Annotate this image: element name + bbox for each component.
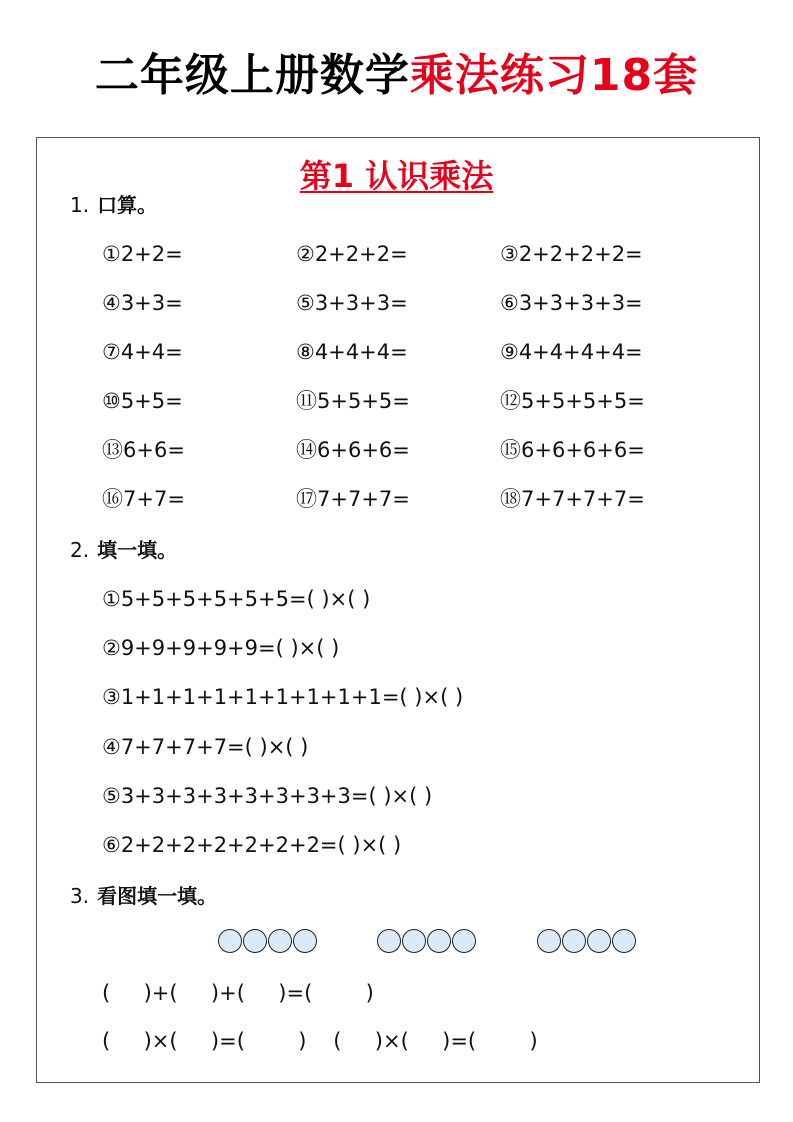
- section-1-number: 1.: [70, 193, 90, 217]
- circle-icon: [612, 929, 636, 953]
- mental-math-problem: ⑤3+3+3=: [296, 291, 408, 315]
- mental-math-problem: ⑯7+7=: [102, 487, 185, 511]
- circle-icon: [402, 929, 426, 953]
- section-3-number: 3.: [70, 884, 90, 908]
- fill-item: ④7+7+7+7=( )×( ): [102, 735, 309, 759]
- lesson-title-text: 第1 认识乘法: [299, 157, 494, 195]
- circle-group: [537, 929, 637, 957]
- mental-math-problem: ②2+2+2=: [296, 242, 408, 266]
- mental-math-problem: ⑥3+3+3+3=: [500, 291, 643, 315]
- mental-math-problem: ④3+3=: [102, 291, 183, 315]
- circle-group: [377, 929, 477, 957]
- circle-icon: [377, 929, 401, 953]
- page-title-highlight: 乘法练习18套: [409, 50, 699, 101]
- mental-math-problem: ⑧4+4+4=: [296, 340, 408, 364]
- mental-math-problem: ⑭6+6+6=: [296, 438, 410, 462]
- circle-icon: [587, 929, 611, 953]
- section-3-heading: [70, 882, 217, 910]
- section-2-label: 填一填。: [97, 538, 178, 562]
- page-title: [0, 44, 793, 108]
- mental-math-problem: ⑦4+4=: [102, 340, 183, 364]
- fill-item: ③1+1+1+1+1+1+1+1+1=( )×( ): [102, 685, 464, 709]
- mental-math-problem: ③2+2+2+2=: [500, 242, 643, 266]
- fill-item: ①5+5+5+5+5+5=( )×( ): [102, 587, 371, 611]
- circle-icon: [427, 929, 451, 953]
- mental-math-problem: ①2+2=: [102, 242, 183, 266]
- fill-item: ⑥2+2+2+2+2+2+2=( )×( ): [102, 833, 402, 857]
- section-1-heading: [70, 191, 157, 219]
- mental-math-problem: ⑫5+5+5+5=: [500, 389, 645, 413]
- mental-math-problem: ⑱7+7+7+7=: [500, 487, 645, 511]
- circle-icon: [268, 929, 292, 953]
- circle-icon: [562, 929, 586, 953]
- circle-icon: [537, 929, 561, 953]
- page-title-main: 二年级上册数学: [94, 50, 410, 101]
- circle-icon: [243, 929, 267, 953]
- section-1-label: 口算。: [97, 193, 158, 217]
- circle-group: [218, 929, 318, 957]
- fill-item: ②9+9+9+9+9=( )×( ): [102, 636, 340, 660]
- section-3-label: 看图填一填。: [97, 884, 218, 908]
- picture-multiplication-blanks: ( )×( )=( ) ( )×( )=( ): [102, 1029, 538, 1053]
- section-2-number: 2.: [70, 538, 90, 562]
- mental-math-problem: ⑰7+7+7=: [296, 487, 410, 511]
- circle-icon: [218, 929, 242, 953]
- fill-item: ⑤3+3+3+3+3+3+3+3=( )×( ): [102, 784, 433, 808]
- mental-math-problem: ⑮6+6+6+6=: [500, 438, 645, 462]
- section-2-heading: [70, 536, 177, 564]
- circle-icon: [293, 929, 317, 953]
- mental-math-problem: ⑨4+4+4+4=: [500, 340, 643, 364]
- circle-icon: [452, 929, 476, 953]
- mental-math-problem: ⑩5+5=: [102, 389, 183, 413]
- mental-math-problem: ⑬6+6=: [102, 438, 185, 462]
- picture-addition-blanks: ( )+( )+( )=( ): [102, 981, 374, 1005]
- mental-math-problem: ⑪5+5+5=: [296, 389, 410, 413]
